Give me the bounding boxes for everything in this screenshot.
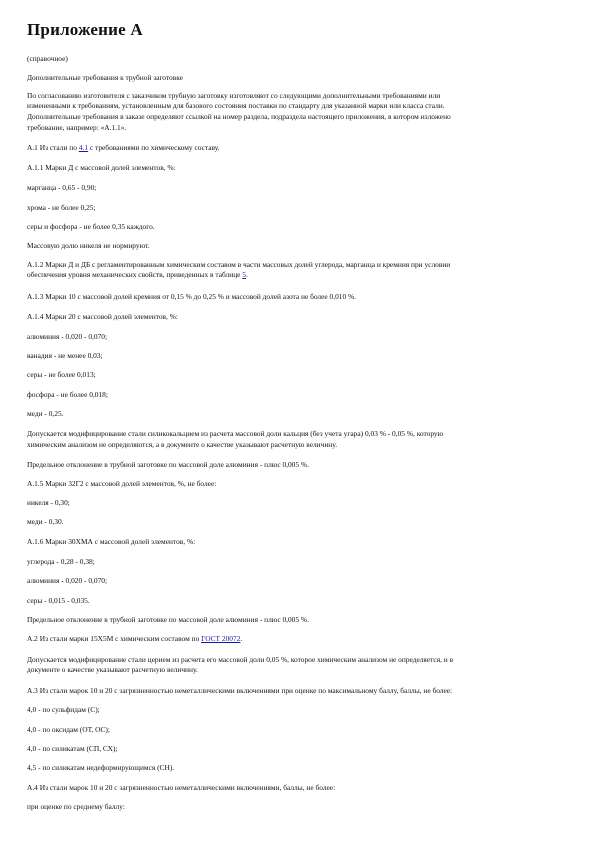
list-item: меди - 0,30.	[27, 517, 64, 526]
link-gost-20072[interactable]: ГОСТ 20072	[201, 634, 241, 643]
list-item: меди - 0,25.	[27, 409, 64, 418]
intro-line-1: По согласованию изготовителя с заказчиком трубную заготовку изготовляют со следующими дополнительными требованиями или	[27, 91, 441, 100]
intro-line-3: Дополнительные требования в заказе определяют ссылкой на номер раздела, подраздела настоящего приложения, в котором изложено	[27, 112, 451, 121]
tolerance-note: Предельное отклонение в трубной заготовке по массовой доле алюминия - плюс 0,005 %.	[27, 615, 309, 624]
list-item: 4,5 - по силикатам недеформирующимся (СН).	[27, 763, 175, 772]
clause-a11: А.1.1 Марки Д с массовой долей элементов, %:	[27, 163, 176, 172]
note-line-1: Допускается модифицирование стали церием из расчета его массовой доли 0,05 %, которое химическим анализом не определяется, и в	[27, 655, 454, 664]
clause-a2-text: А.2 Из стали марки 15Х5М с химическим составом по	[27, 634, 202, 643]
link-table-5[interactable]: 5	[242, 270, 246, 279]
list-item: ванадия - не менее 0,03;	[27, 351, 103, 360]
list-item: 4,0 - по силикатам (СП, СХ);	[27, 744, 118, 753]
list-item: 4,0 - по оксидам (ОТ, ОС);	[27, 725, 110, 734]
clause-a4-sub: при оценке по среднему баллу:	[27, 802, 125, 811]
clause-a13: А.1.3 Марки 10 с массовой долей кремния от 0,15 % до 0,25 % и массовой долей азота не более 0,010 %.	[27, 292, 357, 301]
clause-a12-line-1: А.1.2 Марки Д и ДБ с регламентированным химическим составом в части массовых долей углерода, марганца и кремния при условии	[27, 260, 451, 269]
list-item: углерода - 0,28 - 0,38;	[27, 557, 95, 566]
list-item: 4,0 - по сульфидам (С);	[27, 705, 100, 714]
list-item: хрома - не более 0,25;	[27, 203, 96, 212]
list-item: серы - не более 0,013;	[27, 370, 96, 379]
list-item: никеля - 0,30;	[27, 498, 70, 507]
clause-a1-suffix: с требованиями по химическому составу.	[88, 143, 220, 152]
tolerance-note: Предельное отклонение в трубной заготовке по массовой доле алюминия - плюс 0,005 %.	[27, 460, 309, 469]
clause-a2-suffix: .	[240, 634, 243, 643]
clause-a12-text: обеспечения уровня механических свойств, приведенных в таблице	[27, 270, 243, 279]
clause-a14: А.1.4 Марки 20 с массовой долей элементов, %:	[27, 312, 178, 321]
clause-a16: А.1.6 Марки 30ХМА с массовой долей элементов, %:	[27, 537, 196, 546]
section-title: Дополнительные требования к трубной заготовке	[27, 73, 183, 82]
link-4-1[interactable]: 4.1	[78, 143, 89, 152]
note-line-2: химическим анализом не определяются, а в документе о качестве указывают расчетную величину.	[27, 440, 338, 449]
clause-a12-suffix: .	[246, 270, 248, 279]
page-title: Приложение А	[27, 20, 143, 39]
list-item: серы и фосфора - не более 0,35 каждого.	[27, 222, 155, 231]
list-item: алюминия - 0,020 - 0,070;	[27, 576, 108, 585]
note: Массовую долю никеля не нормируют.	[27, 241, 150, 250]
clause-a1-prefix: А.1 Из стали по	[27, 143, 79, 152]
list-item: алюминия - 0,020 - 0,070;	[27, 332, 108, 341]
intro-line-4: требование, например: «А.1.1».	[27, 123, 127, 132]
list-item: серы - 0,015 - 0,035.	[27, 596, 90, 605]
clause-a4: А.4 Из стали марок 10 и 20 с загрязненностью неметаллическими включениями, баллы, не более:	[27, 783, 336, 792]
list-item: марганца - 0,65 - 0,90;	[27, 183, 97, 192]
note-line-1: Допускается модифицирование стали силикокальцием из расчета массовой доли кальция (без учета угара) 0,03 % - 0,05 %, которую	[27, 429, 444, 438]
clause-a3: А.3 Из стали марок 10 и 20 с загрязненностью неметаллическими включениями при оценке по максимальному баллу, баллы, не более:	[27, 686, 453, 695]
clause-a15: А.1.5 Марки 32Г2 с массовой долей элементов, %, не более:	[27, 479, 217, 488]
list-item: фосфора - не более 0,018;	[27, 390, 108, 399]
note-line-2: документе о качестве указывают расчетную величину.	[27, 665, 198, 674]
appendix-type: (справочное)	[27, 54, 68, 63]
clause-a1	[27, 143, 567, 152]
clause-a12-line-2	[27, 270, 567, 279]
clause-a2	[27, 634, 567, 643]
intro-line-2: измененными к требованиям, установленным для базового состояния поставки по стандарту для указанной марки или класса стали.	[27, 101, 445, 110]
